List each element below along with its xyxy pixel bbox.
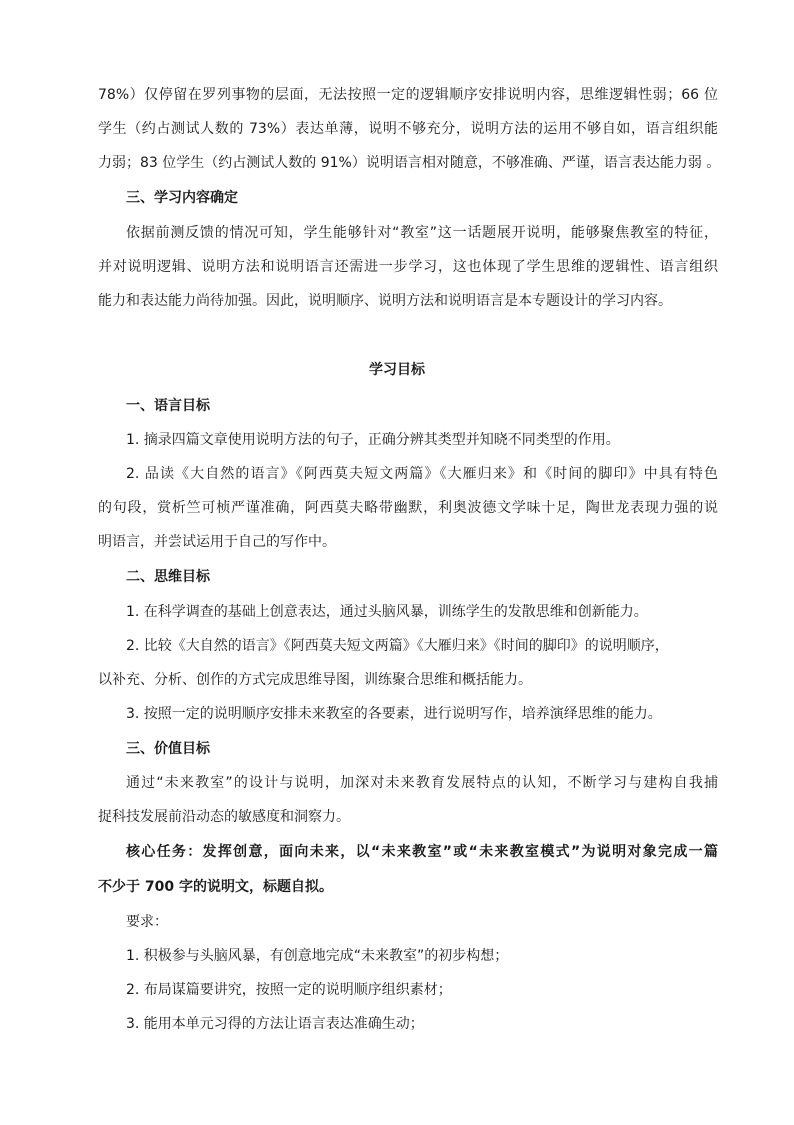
paragraph-line: 能力和表达能力尚待加强。因此，说明顺序、说明方法和说明语言是本专题设计的学习内容。 xyxy=(98,293,672,309)
list-item: 2. 比较《大自然的语言》《阿西莫夫短文两篇》《大雁归来》《时间的脚印》的说明顺序， xyxy=(126,638,669,654)
paragraph-line: 的句段，赏析竺可桢严谨准确，阿西莫夫略带幽默，利奥波德文学味十足，陶世龙表现力强的说 xyxy=(98,500,718,516)
paragraph-line: 明语言，并尝试运用于自己的写作中。 xyxy=(98,534,336,550)
paragraph-line: 学生（约占测试人数的 73%）表达单薄，说明不够充分，说明方法的运用不够自如，语言组织能 xyxy=(98,121,718,137)
core-task-line: 不少于 700 字的说明文，标题自拟。 xyxy=(98,879,333,895)
section-heading: 三、学习内容确定 xyxy=(126,190,238,206)
paragraph-line: 依据前测反馈的情况可知，学生能够针对“教室”这一话题展开说明，能够聚焦教室的特征， xyxy=(126,225,718,241)
paragraph-line: 力弱；83 位学生（约占测试人数的 91%）说明语言相对随意，不够准确、严谨，语言表达能力弱 。 xyxy=(98,155,721,171)
section-heading: 一、语言目标 xyxy=(126,398,210,414)
section-heading: 二、思维目标 xyxy=(126,569,210,585)
list-item: 3. 按照一定的说明顺序安排未来教室的各要素，进行说明写作，培养演绎思维的能力。 xyxy=(126,706,662,722)
paragraph-line: 通过“未来教室”的设计与说明，加深对未来教育发展特点的认知，不断学习与建构自我捕 xyxy=(126,775,718,791)
paragraph-line: 以补充、分析、创作的方式完成思维导图，训练聚合思维和概括能力。 xyxy=(98,672,532,688)
paragraph-line: 并对说明逻辑、说明方法和说明语言还需进一步学习，这也体现了学生思维的逻辑性、语言组织 xyxy=(98,259,718,275)
requirement-item: 2. 布局谋篇要讲究，按照一定的说明顺序组织素材； xyxy=(126,982,452,998)
page-title: 学习目标 xyxy=(369,362,425,378)
requirement-item: 1. 积极参与头脑风暴，有创意地完成“未来教室”的初步构想； xyxy=(126,948,509,964)
list-item: 1. 摘录四篇文章使用说明方法的句子，正确分辨其类型并知晓不同类型的作用。 xyxy=(126,432,620,448)
paragraph-line: 捉科技发展前沿动态的敏感度和洞察力。 xyxy=(98,809,350,825)
requirements-label: 要求： xyxy=(126,914,168,930)
paragraph-line: 78%）仅停留在罗列事物的层面，无法按照一定的逻辑顺序安排说明内容，思维逻辑性弱；66 位 xyxy=(98,87,718,103)
requirement-item: 3. 能用本单元习得的方法让语言表达准确生动； xyxy=(126,1016,424,1032)
list-item: 2. 品读《大自然的语言》《阿西莫夫短文两篇》《大雁归来》和《时间的脚印》中具有特色 xyxy=(126,466,718,482)
list-item: 1. 在科学调查的基础上创意表达，通过头脑风暴，训练学生的发散思维和创新能力。 xyxy=(126,604,648,620)
section-heading: 三、价值目标 xyxy=(126,741,210,757)
core-task-line: 核心任务：发挥创意，面向未来，以“未来教室”或“未来教室模式”为说明对象完成一篇 xyxy=(126,844,718,860)
